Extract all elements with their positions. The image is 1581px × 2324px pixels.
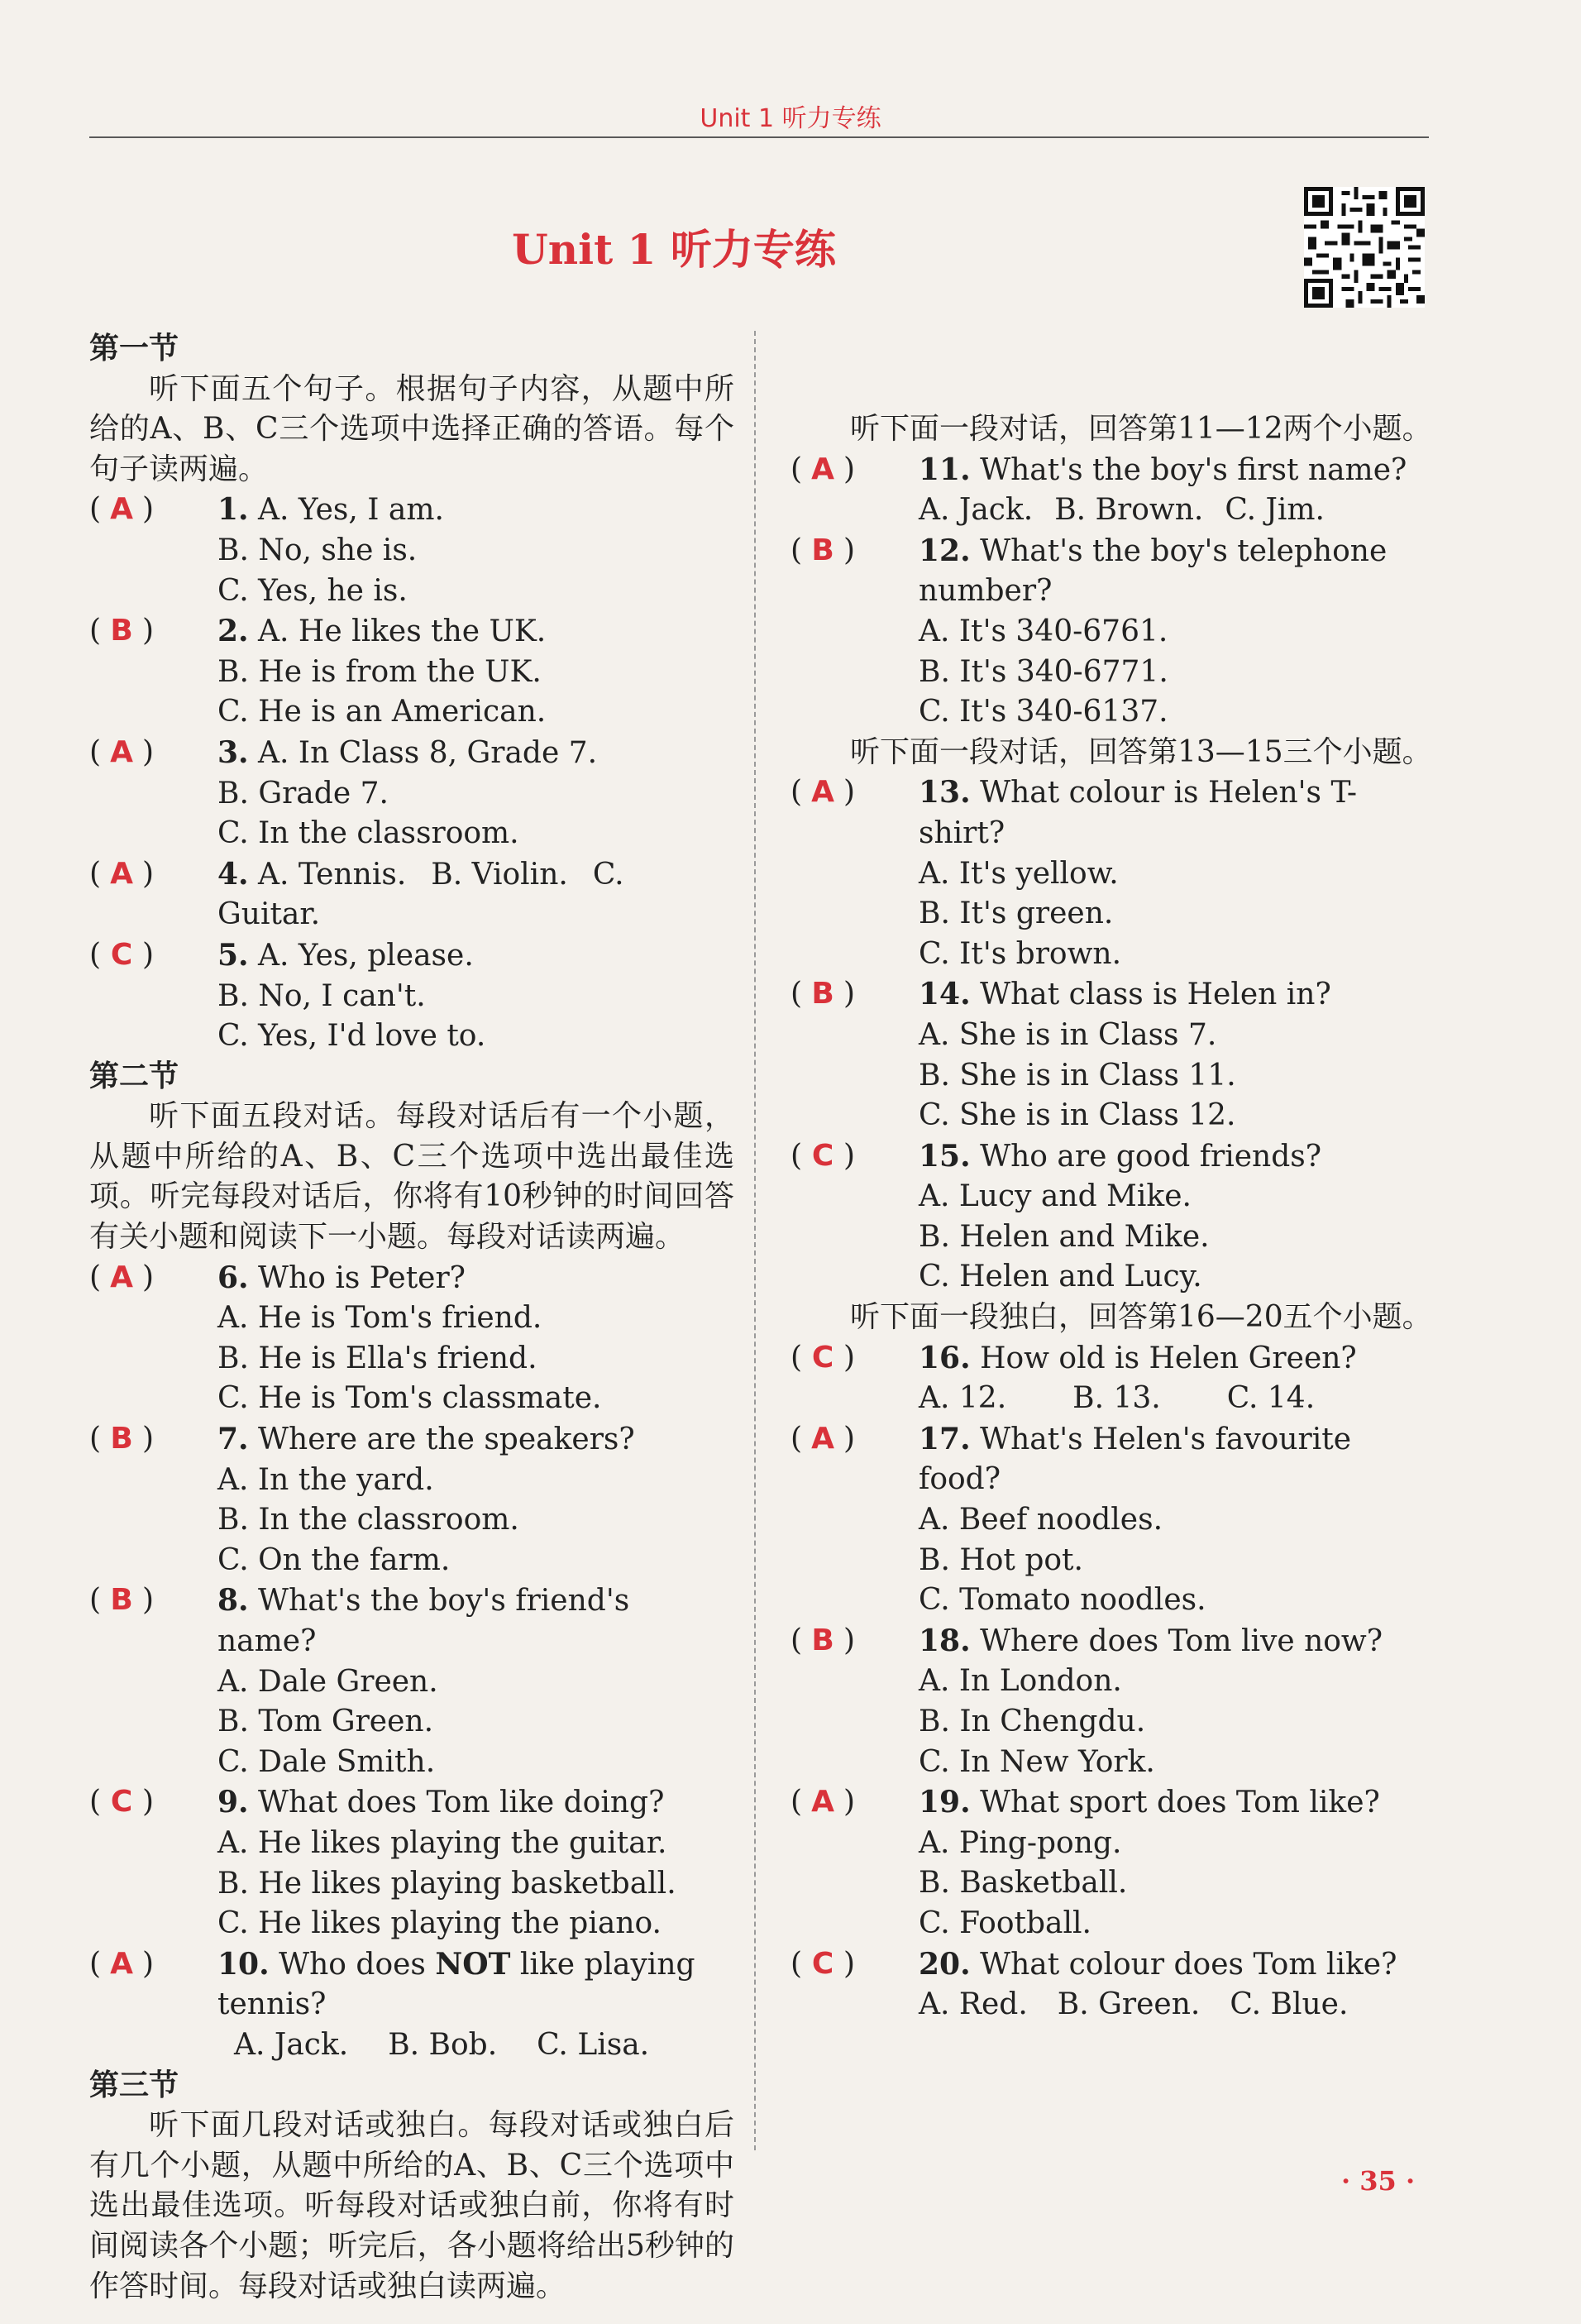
- option-a: A. It's yellow.: [919, 856, 1119, 891]
- question-stem: Where are the speakers?: [258, 1423, 635, 1457]
- question-2: ( B ) 2. A. He likes the UK.: [89, 611, 734, 653]
- question-19: ( A ) 19. What sport does Tom like?: [790, 1782, 1435, 1824]
- option-a: A. He is Tom's friend.: [217, 1301, 542, 1336]
- option-c: C. She is in Class 12.: [919, 1098, 1236, 1133]
- header-rule: [89, 136, 1429, 138]
- option-a: A. Tennis.: [258, 857, 407, 892]
- question-number: 5.: [217, 937, 249, 973]
- question-15: ( C ) 15. Who are good friends?: [790, 1136, 1435, 1178]
- option-a: A. Jack.: [919, 493, 1034, 528]
- question-stem: Where does Tom live now?: [980, 1623, 1383, 1658]
- qr-code-icon: [1304, 187, 1425, 308]
- question-stem: How old is Helen Green?: [980, 1341, 1357, 1375]
- answer-7: B: [110, 1422, 133, 1456]
- answer-9: C: [110, 1785, 133, 1820]
- question-12: ( B ) 12. What's the boy's telephone number?: [790, 531, 1435, 612]
- option-c: C. Guitar.: [217, 857, 624, 932]
- option-a: A. Yes, I am.: [258, 493, 444, 528]
- answer-10: A: [110, 1946, 133, 1981]
- question-6: ( A ) 6. Who is Peter?: [89, 1258, 734, 1299]
- question-stem-emphasis: NOT: [435, 1946, 511, 1982]
- question-stem-pre: Who does: [279, 1947, 436, 1982]
- option-b: B. It's 340-6771.: [919, 654, 1168, 689]
- answer-2: B: [110, 614, 133, 648]
- question-number: 4.: [217, 856, 249, 892]
- instructions-continued-spacer: [790, 329, 1435, 409]
- option-c: C. Yes, he is.: [217, 573, 408, 608]
- option-b: B. No, I can't.: [217, 978, 426, 1013]
- option-b: B. Violin.: [431, 857, 568, 892]
- page-title: Unit 1 听力专练: [512, 225, 836, 274]
- question-stem: What's Helen's favourite food?: [919, 1422, 1352, 1497]
- question-18: ( B ) 18. Where does Tom live now?: [790, 1621, 1435, 1662]
- option-a: A. 12.: [919, 1381, 1007, 1416]
- answer-3: A: [110, 734, 133, 769]
- question-3: ( A ) 3. A. In Class 8, Grade 7.: [89, 733, 734, 774]
- option-b: B. It's green.: [919, 897, 1114, 931]
- question-14: ( B ) 14. What class is Helen in?: [790, 974, 1435, 1016]
- options-row: [790, 490, 1435, 531]
- question-number: 19.: [919, 1785, 971, 1820]
- question-8: ( B ) 8. What's the boy's friend's name?: [89, 1580, 734, 1662]
- question-stem: What's the boy's friend's name?: [217, 1584, 630, 1658]
- option-b: B. Helen and Mike.: [919, 1219, 1210, 1254]
- answer-14: B: [811, 977, 834, 1011]
- option-b: B. 13.: [1072, 1381, 1161, 1416]
- options-row: [790, 1985, 1435, 2025]
- section-title: 第一节: [89, 332, 179, 366]
- question-16: ( C ) 16. How old is Helen Green?: [790, 1338, 1435, 1380]
- question-number: 6.: [217, 1260, 249, 1295]
- option-b: B. Hot pot.: [919, 1542, 1083, 1577]
- question-7: ( B ) 7. Where are the speakers?: [89, 1419, 734, 1461]
- question-5: ( C ) 5. A. Yes, please.: [89, 935, 734, 977]
- section-instructions: 听下面五段对话。每段对话后有一个小题，从题中所给的A、B、C三个选项中选出最佳选项。听完每段对话后，你将有10秒钟的时间回答有关小题和阅读下一小题。每段对话读两遍。: [89, 1099, 734, 1255]
- question-1: ( A ) 1. A. Yes, I am.: [89, 490, 734, 531]
- question-number: 10.: [217, 1946, 270, 1982]
- option-c: C. Dale Smith.: [217, 1744, 436, 1779]
- option-a: A. She is in Class 7.: [919, 1017, 1217, 1052]
- question-stem: What colour does Tom like?: [980, 1947, 1397, 1982]
- question-13: ( A ) 13. What colour is Helen's T-shirt?: [790, 772, 1435, 854]
- answer-5: C: [110, 937, 133, 972]
- right-column: [790, 329, 1435, 2025]
- question-stem: What's the boy's first name?: [980, 452, 1407, 487]
- question-stem: What colour is Helen's T-shirt?: [919, 776, 1357, 850]
- left-column: [89, 329, 734, 2303]
- question-number: 2.: [217, 614, 249, 649]
- answer-13: A: [811, 775, 834, 810]
- question-stem: Who are good friends?: [980, 1139, 1322, 1174]
- option-c: C. Blue.: [1230, 1987, 1349, 2022]
- option-a: A. Ping-pong.: [919, 1825, 1122, 1860]
- question-stem-post: like playing tennis?: [217, 1947, 695, 2022]
- answer-16: C: [811, 1340, 834, 1375]
- section-instructions: 听下面五个句子。根据句子内容，从题中所给的A、B、C三个选项中选择正确的答语。每个句子读两遍。: [89, 371, 734, 486]
- option-b: B. Tom Green.: [217, 1705, 434, 1739]
- question-number: 14.: [919, 977, 971, 1012]
- option-b: B. Basketball.: [919, 1866, 1128, 1901]
- question-11: ( A ) 11. What's the boy's first name?: [790, 450, 1435, 491]
- option-b: B. In Chengdu.: [919, 1705, 1146, 1738]
- answer-6: A: [110, 1260, 133, 1294]
- option-c: C. He is Tom's classmate.: [217, 1381, 602, 1416]
- answer-1: A: [110, 492, 133, 527]
- option-a: A. In the yard.: [217, 1462, 434, 1497]
- options-row: [790, 1379, 1435, 1419]
- option-a: A. He likes playing the guitar.: [217, 1825, 667, 1860]
- section-title: 第二节: [89, 1059, 179, 1093]
- option-c: C. Yes, I'd love to.: [217, 1019, 486, 1054]
- question-number: 1.: [217, 492, 249, 528]
- question-stem: Who is Peter?: [258, 1260, 466, 1295]
- option-a: A. In London.: [919, 1664, 1122, 1699]
- option-c: C. Tomato noodles.: [919, 1583, 1206, 1618]
- section-instructions: 听下面几段对话或独白。每段对话或独白后有几个小题，从题中所给的A、B、C三个选项中选出最佳选项。听每段对话或独白前，你将有时间阅读各个小题；听完后，各小题将给出5秒钟的作答时间。每段对话或独白读两遍。: [89, 2108, 734, 2303]
- option-c: C. In New York.: [919, 1744, 1155, 1779]
- option-c: C. It's brown.: [919, 936, 1122, 971]
- answer-20: C: [811, 1946, 834, 1981]
- section-title: 第三节: [89, 2068, 179, 2102]
- question-number: 9.: [217, 1785, 249, 1820]
- answer-8: B: [110, 1583, 133, 1618]
- option-c: C. 14.: [1226, 1381, 1316, 1416]
- page-number: · 35 ·: [1341, 2165, 1416, 2197]
- sub-instructions: 听下面一段对话，回答第11—12两个小题。: [850, 412, 1432, 446]
- question-number: 16.: [919, 1340, 971, 1375]
- answer-18: B: [811, 1623, 834, 1657]
- option-a: A. Lucy and Mike.: [919, 1179, 1192, 1214]
- answer-19: A: [811, 1785, 834, 1820]
- answer-12: B: [811, 533, 834, 567]
- option-a: A. Yes, please.: [258, 938, 474, 973]
- option-c: C. He likes playing the piano.: [217, 1906, 662, 1941]
- question-number: 20.: [919, 1946, 971, 1982]
- option-c: C. Lisa.: [537, 2027, 650, 2062]
- option-c: C. Jim.: [1225, 493, 1325, 528]
- question-number: 3.: [217, 734, 249, 770]
- question-number: 17.: [919, 1421, 971, 1456]
- question-10: ( A ) 10. Who does NOT like playing tennis?: [89, 1944, 734, 2025]
- answer-17: A: [811, 1421, 834, 1456]
- question-4: ( A ) 4. A. Tennis. B. Violin. C. Guitar.: [89, 854, 734, 935]
- option-c: C. Football.: [919, 1906, 1091, 1940]
- answer-11: A: [811, 452, 834, 486]
- option-b: B. Green.: [1057, 1987, 1201, 2022]
- option-a: A. Jack.: [234, 2027, 349, 2062]
- question-17: ( A ) 17. What's Helen's favourite food?: [790, 1419, 1435, 1500]
- option-b: B. He likes playing basketball.: [217, 1866, 676, 1901]
- option-b: B. He is from the UK.: [217, 654, 542, 689]
- option-a: A. Beef noodles.: [919, 1503, 1163, 1537]
- option-a: A. He likes the UK.: [258, 614, 547, 649]
- option-c: C. He is an American.: [217, 695, 547, 729]
- question-number: 18.: [919, 1623, 971, 1658]
- question-9: ( C ) 9. What does Tom like doing?: [89, 1782, 734, 1824]
- question-stem: What does Tom like doing?: [258, 1786, 665, 1820]
- question-number: 8.: [217, 1583, 249, 1619]
- option-a: A. In Class 8, Grade 7.: [258, 735, 598, 770]
- question-number: 15.: [919, 1138, 971, 1174]
- question-number: 12.: [919, 533, 971, 568]
- sub-instructions: 听下面一段独白，回答第16—20五个小题。: [850, 1300, 1432, 1335]
- options-row: [89, 2025, 734, 2066]
- question-stem: What sport does Tom like?: [980, 1786, 1380, 1820]
- option-c: C. On the farm.: [217, 1542, 451, 1577]
- option-a: A. Dale Green.: [217, 1664, 438, 1699]
- question-number: 13.: [919, 775, 971, 811]
- running-header: Unit 1 听力专练: [700, 104, 881, 133]
- option-a: A. Red.: [919, 1987, 1028, 2022]
- option-b: B. No, she is.: [217, 533, 418, 567]
- sub-instructions: 听下面一段对话，回答第13—15三个小题。: [850, 734, 1432, 769]
- option-b: B. Grade 7.: [217, 776, 389, 811]
- option-b: B. He is Ella's friend.: [217, 1341, 537, 1375]
- option-b: B. Bob.: [388, 2027, 498, 2062]
- question-20: ( C ) 20. What colour does Tom like?: [790, 1944, 1435, 1986]
- option-b: B. In the classroom.: [217, 1503, 519, 1537]
- option-c: C. Helen and Lucy.: [919, 1260, 1202, 1294]
- option-b: B. She is in Class 11.: [919, 1058, 1236, 1093]
- answer-4: A: [110, 856, 133, 891]
- column-divider: [754, 331, 756, 2150]
- answer-15: C: [811, 1138, 834, 1173]
- option-c: C. It's 340-6137.: [919, 695, 1168, 729]
- option-a: A. It's 340-6761.: [919, 614, 1168, 648]
- question-stem: What's the boy's telephone number?: [919, 533, 1388, 609]
- question-number: 7.: [217, 1422, 249, 1457]
- question-stem: What class is Helen in?: [980, 978, 1331, 1012]
- option-b: B. Brown.: [1054, 493, 1204, 528]
- option-c: C. In the classroom.: [217, 816, 519, 851]
- question-number: 11.: [919, 452, 971, 487]
